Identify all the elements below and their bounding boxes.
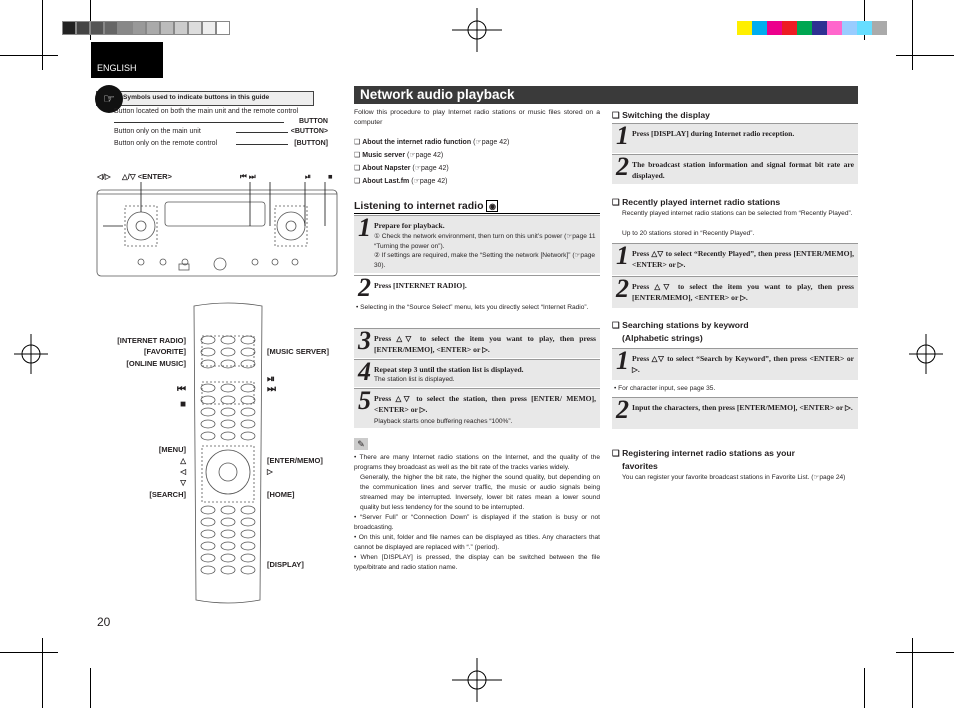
intro-text: Follow this procedure to play Internet radio stations or music files stored on a computer	[354, 109, 600, 126]
symbols-heading: Symbols used to indicate buttons in this guide	[96, 91, 314, 106]
gray-swatch	[118, 21, 132, 35]
step-title: Press △▽ to select the item you want to play, then press [ENTER/MEMO], <ENTER> or ▷.	[374, 334, 596, 354]
gray-swatch	[202, 21, 216, 35]
remote-button	[201, 360, 215, 368]
gray-swatch	[174, 21, 188, 35]
remote-label-home: [HOME]	[267, 490, 295, 499]
remote-button	[221, 420, 235, 428]
step-title: The broadcast station information and signal format bit rate are displayed.	[632, 160, 854, 180]
note-item: • There are many Internet radio stations on the Internet, and the quality of the programs they broadcast as well as the bit rate of the tracks varies widely.	[354, 454, 600, 471]
remote-button	[241, 348, 255, 356]
remote-label-play-pause: ⏯	[267, 374, 275, 385]
register-heading-sub: favorites	[622, 461, 658, 471]
divider	[114, 122, 284, 123]
search-heading: ❑ Searching stations by keyword	[612, 320, 749, 330]
remote-button	[241, 336, 255, 344]
hand-pointer-icon: ☞	[95, 85, 123, 113]
remote-label-prev: ⏮	[177, 384, 186, 395]
remote-button	[201, 420, 215, 428]
remote-button	[221, 506, 235, 514]
pencil-note-icon: ✎	[354, 438, 368, 450]
gray-swatch	[146, 21, 160, 35]
remote-label-online-music: [ONLINE MUSIC]	[126, 359, 186, 368]
gray-swatch	[160, 21, 174, 35]
color-swatch	[872, 21, 887, 35]
remote-button	[241, 420, 255, 428]
remote-label-next: ⏭	[267, 384, 276, 395]
link-list	[354, 136, 509, 188]
color-swatch	[827, 21, 842, 35]
remote-button	[221, 360, 235, 368]
remote-button	[201, 554, 215, 562]
step-subtext: ① Check the network environment, then turn on this unit’s power (☞page 11 “Turning the power on”).	[374, 233, 596, 250]
step-subtext: ② If settings are required, make the “Setting the network [Network]” (☞page 30).	[374, 252, 596, 269]
switching-step-2: 2 The broadcast station information and signal format bit rate are displayed.	[612, 154, 858, 184]
note-item: Generally, the higher the bit rate, the higher the sound quality, but depending on the communication lines and server traffic, the music or audio signals being streamed may be interrupted. Inversely, lower bit rates mean a lower sound quality but less tendency for the sound to be interrupted.	[360, 474, 600, 511]
step-title: Press [DISPLAY] during Internet radio reception.	[632, 129, 795, 138]
step-title: Press △▽ to select “Search by Keyword”, then press <ENTER> or ▷.	[632, 354, 854, 374]
search-step-1: 1 Press △▽ to select “Search by Keyword”, then press <ENTER> or ▷.	[612, 348, 858, 380]
remote-button	[201, 506, 215, 514]
page-title: Network audio playback	[354, 86, 858, 104]
remote-button	[241, 432, 255, 440]
search-note: • For character input, see page 35.	[614, 385, 716, 392]
step-title: Press △▽ to select the station, then press [ENTER/ MEMO], <ENTER> or ▷.	[374, 394, 596, 414]
remote-button	[201, 408, 215, 416]
color-swatch	[812, 21, 827, 35]
remote-button	[221, 348, 235, 356]
step-title: Repeat step 3 until the station list is displayed.	[374, 365, 524, 374]
recent-step-2: 2 Press △▽ to select the item you want to play, then press [ENTER/MEMO], <ENTER> or ▷.	[612, 276, 858, 308]
remote-button	[201, 336, 215, 344]
gray-swatch	[216, 21, 230, 35]
symbol-row-text: Button only on the main unit	[114, 128, 201, 135]
remote-label-up: △	[180, 456, 186, 465]
unit-label-play-pause: ⏯	[305, 172, 311, 181]
remote-button	[221, 384, 235, 392]
step-5: 5 Press △▽ to select the station, then press [ENTER/ MEMO], <ENTER> or ▷. Playback starts once buffering reaches “100%”.	[354, 388, 600, 428]
register-desc: You can register your favorite broadcast stations in Favorite List. (☞page 24)	[622, 474, 846, 481]
remote-control-illustration	[188, 300, 268, 610]
remote-button	[221, 336, 235, 344]
step-2-note: • Selecting in the “Source Select” menu, lets you directly select “Internet Radio”.	[356, 304, 589, 311]
symbol-row-tag: BUTTON	[298, 118, 328, 125]
color-swatch	[842, 21, 857, 35]
remote-button	[241, 506, 255, 514]
remote-label-left: ◁	[180, 467, 186, 476]
remote-label-favorite: [FAVORITE]	[144, 347, 186, 356]
step-3: 3 Press △▽ to select the item you want to play, then press [ENTER/MEMO], <ENTER> or ▷.	[354, 328, 600, 358]
remote-button	[201, 542, 215, 550]
remote-button	[201, 566, 215, 574]
link-item[interactable]: ❑ Music server (☞page 42)	[354, 152, 444, 159]
link-item[interactable]: ❑ About the internet radio function (☞page 42)	[354, 139, 510, 146]
link-item[interactable]: ❑ About Last.fm (☞page 42)	[354, 178, 448, 185]
unit-label-left-right: ◁/▷	[97, 172, 111, 181]
recent-desc: Recently played internet radio stations can be selected from “Recently Played”.	[622, 210, 853, 217]
remote-button	[221, 530, 235, 538]
remote-label-enter-memo: [ENTER/MEMO]	[267, 456, 323, 465]
divider	[236, 144, 288, 145]
remote-button	[201, 348, 215, 356]
recent-desc: Up to 20 stations stored in “Recently Played”.	[622, 230, 755, 237]
search-heading-sub: (Alphabetic strings)	[622, 333, 703, 343]
remote-button	[221, 554, 235, 562]
remote-button	[221, 566, 235, 574]
color-swatch	[737, 21, 752, 35]
search-step-2: 2 Input the characters, then press [ENTER/MEMO], <ENTER> or ▷.	[612, 397, 858, 429]
remote-button	[241, 408, 255, 416]
remote-button	[201, 432, 215, 440]
unit-label-stop: ■	[328, 172, 333, 181]
register-heading: ❑ Registering internet radio stations as your	[612, 448, 795, 458]
remote-label-menu: [MENU]	[158, 445, 186, 454]
remote-button	[221, 518, 235, 526]
step-2: 2 Press [INTERNET RADIO].	[354, 275, 600, 299]
symbol-row-text: Button located on both the main unit and the remote control	[114, 108, 299, 115]
main-unit-illustration	[95, 182, 340, 287]
remote-button	[241, 530, 255, 538]
note-item: • On this unit, folder and file names can be displayed as titles. Any characters that cannot be displayed are replaced with “.” (period).	[354, 534, 601, 551]
listening-heading: Listening to internet radio ◉	[354, 200, 498, 212]
remote-button	[241, 566, 255, 574]
remote-label-search: [SEARCH]	[149, 490, 186, 499]
symbol-row-tag: [BUTTON]	[294, 140, 328, 147]
gray-swatch	[62, 21, 76, 35]
step-title: Press △▽ to select “Recently Played”, then press [ENTER/MEMO], <ENTER> or ▷.	[632, 249, 854, 269]
language-tab: ENGLISH	[91, 42, 163, 78]
remote-button	[221, 396, 235, 404]
gray-swatch	[76, 21, 90, 35]
switching-step-1: 1 Press [DISPLAY] during Internet radio reception.	[612, 123, 858, 153]
remote-button	[241, 554, 255, 562]
step-title: Prepare for playback.	[374, 221, 445, 230]
page-number: 20	[97, 615, 111, 629]
remote-button	[221, 542, 235, 550]
color-swatch	[752, 21, 767, 35]
step-4: 4 Repeat step 3 until the station list is displayed. The station list is displayed.	[354, 359, 600, 387]
remote-label-internet-radio: [INTERNET RADIO]	[117, 336, 186, 345]
step-title: Press △▽ to select the item you want to play, then press [ENTER/MEMO], <ENTER> or ▷.	[632, 282, 854, 302]
notes-list	[354, 453, 600, 573]
color-swatch	[782, 21, 797, 35]
remote-label-stop: ■	[179, 399, 186, 410]
remote-label-down: ▽	[180, 478, 186, 487]
remote-label-display: [DISPLAY]	[267, 560, 304, 569]
step-title: Press [INTERNET RADIO].	[374, 281, 467, 290]
remote-button	[241, 396, 255, 404]
gray-swatch	[104, 21, 118, 35]
remote-label-music-server: [MUSIC SERVER]	[267, 347, 329, 356]
divider	[236, 132, 288, 133]
symbol-row-text: Button only on the remote control	[114, 140, 218, 147]
color-swatch	[797, 21, 812, 35]
remote-button	[241, 542, 255, 550]
symbol-row-tag: <BUTTON>	[290, 128, 328, 135]
step-1: 1 Prepare for playback. ① Check the network environment, then turn on this unit’s power (☞page 11 “Turning the power on”). ② If settings are required, make the “Setting the network [Network]” (☞page 30).	[354, 215, 600, 273]
link-item[interactable]: ❑ About Napster (☞page 42)	[354, 165, 449, 172]
note-item: • “Server Full” or “Connection Down” is displayed if the station is busy or not broadcasting.	[354, 514, 601, 531]
remote-button	[221, 408, 235, 416]
gray-swatch	[90, 21, 104, 35]
color-swatch	[767, 21, 782, 35]
recent-step-1: 1 Press △▽ to select “Recently Played”, then press [ENTER/MEMO], <ENTER> or ▷.	[612, 243, 858, 275]
remote-button	[221, 432, 235, 440]
gray-swatch	[188, 21, 202, 35]
remote-button	[241, 360, 255, 368]
divider	[354, 213, 600, 214]
gray-swatch	[132, 21, 146, 35]
color-swatch	[857, 21, 872, 35]
step-title: Input the characters, then press [ENTER/MEMO], <ENTER> or ▷.	[632, 403, 853, 412]
step-subtext: Playback starts once buffering reaches “100%”.	[374, 418, 513, 425]
switching-heading: ❑ Switching the display	[612, 110, 710, 120]
step-subtext: The station list is displayed.	[374, 376, 455, 383]
remote-button	[201, 396, 215, 404]
recent-heading: ❑ Recently played internet radio stations	[612, 197, 781, 207]
note-item: • When [DISPLAY] is pressed, the display can be switched between the file type/bitrate and radio station name.	[354, 554, 600, 571]
remote-button	[201, 384, 215, 392]
remote-button	[201, 518, 215, 526]
unit-label-up-down-enter: △/▽ <ENTER>	[122, 172, 172, 181]
remote-button	[201, 530, 215, 538]
unit-label-prev-next: ⏮ ⏭	[240, 172, 256, 181]
remote-button	[241, 384, 255, 392]
remote-label-right: ▷	[267, 467, 273, 476]
remote-button	[241, 518, 255, 526]
internet-radio-icon: ◉	[486, 200, 498, 212]
